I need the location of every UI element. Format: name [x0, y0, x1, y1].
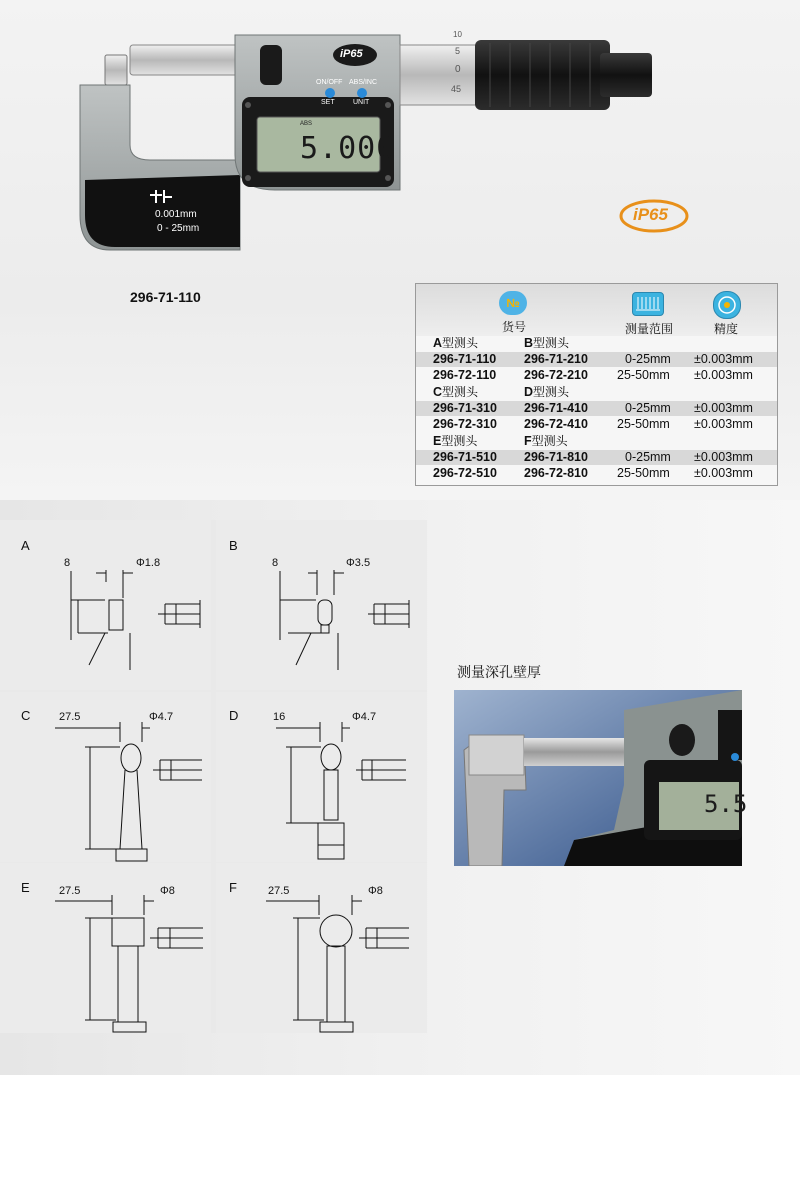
dim-right: Φ4.7 — [149, 711, 174, 723]
display-abs-label: ABS — [300, 121, 313, 127]
thimble-tick-10: 10 — [453, 30, 462, 39]
photo-caption: 测量深孔壁厚 — [457, 665, 541, 681]
dim-left: 27.5 — [59, 885, 81, 897]
number-icon: № — [499, 291, 527, 315]
probe-a-drawing — [0, 520, 211, 690]
header-accuracy: 精度 — [713, 322, 738, 336]
onoff-label: ON/OFF — [316, 79, 343, 86]
diagram-letter: C — [21, 708, 31, 723]
table-row: 296-72-310 296-72-410 25-50mm ±0.003mm — [433, 417, 753, 431]
model-label: 296-71-110 — [130, 289, 201, 305]
deep-hole-measurement-image — [454, 690, 742, 866]
probe-diagram-grid — [0, 520, 427, 1033]
range-icon — [632, 292, 664, 316]
diagram-letter: F — [229, 880, 237, 895]
ip65-badge — [618, 198, 690, 239]
thimble-tick-45: 45 — [451, 84, 462, 94]
unit-label: UNIT — [353, 99, 370, 106]
ip65-badge-text: iP65 — [633, 205, 668, 224]
probe-d-drawing — [216, 692, 427, 862]
target-icon — [714, 292, 740, 318]
table-row: 296-71-310 296-71-410 0-25mm ±0.003mm — [416, 401, 777, 416]
spec-table — [415, 283, 778, 486]
probe-f-drawing — [216, 863, 427, 1033]
usage-photo — [454, 690, 748, 866]
diagram-c — [0, 692, 211, 862]
diagram-a — [0, 520, 211, 690]
ip-logo-on-device: iP65 — [340, 48, 363, 60]
resolution-label: 0.001mm — [155, 209, 197, 220]
dim-right: Φ3.5 — [346, 557, 371, 569]
diagram-letter: E — [21, 880, 30, 895]
caption-row: A型测头 B型测头 — [433, 336, 570, 350]
diagram-b — [216, 520, 427, 690]
diagram-letter: A — [21, 538, 30, 553]
range-label: 0 - 25mm — [157, 223, 200, 234]
thimble-tick-5: 5 — [455, 46, 461, 56]
ruler-icon — [633, 293, 663, 315]
diagram-letter: B — [229, 538, 238, 553]
caption-row: C型测头 D型测头 — [433, 385, 570, 399]
header-number: 货号 — [501, 320, 526, 334]
dim-left: 8 — [64, 557, 71, 569]
absinc-label: ABS/INC — [349, 79, 378, 86]
photo-display-reading: 5.5 — [704, 790, 748, 818]
dim-right: Φ8 — [368, 885, 383, 897]
probe-e-drawing — [0, 863, 211, 1033]
dim-left: 27.5 — [268, 885, 290, 897]
dim-right: Φ8 — [160, 885, 175, 897]
dim-right: Φ4.7 — [352, 711, 377, 723]
display-reading: 5.000 — [300, 131, 396, 166]
thimble-tick-0: 0 — [455, 64, 461, 75]
set-label: SET — [321, 99, 335, 106]
accuracy-icon — [713, 291, 741, 319]
diagram-d — [216, 692, 427, 862]
diagram-f — [216, 863, 427, 1033]
caption-row: E型测头 F型测头 — [433, 434, 568, 448]
probe-c-drawing — [0, 692, 211, 862]
diagram-letter: D — [229, 708, 239, 723]
table-row: 296-71-510 296-71-810 0-25mm ±0.003mm — [416, 450, 777, 465]
dim-left: 27.5 — [59, 711, 81, 723]
dim-right: Φ1.8 — [136, 557, 161, 569]
table-row: 296-72-510 296-72-810 25-50mm ±0.003mm — [433, 466, 753, 480]
dim-left: 8 — [272, 557, 279, 569]
dim-left: 16 — [273, 711, 286, 723]
table-row: 296-71-110 296-71-210 0-25mm ±0.003mm — [416, 352, 777, 367]
table-row: 296-72-110 296-72-210 25-50mm ±0.003mm — [433, 368, 753, 382]
probe-b-drawing — [216, 520, 427, 690]
header-range: 测量范围 — [624, 322, 673, 336]
diagram-e — [0, 863, 211, 1033]
